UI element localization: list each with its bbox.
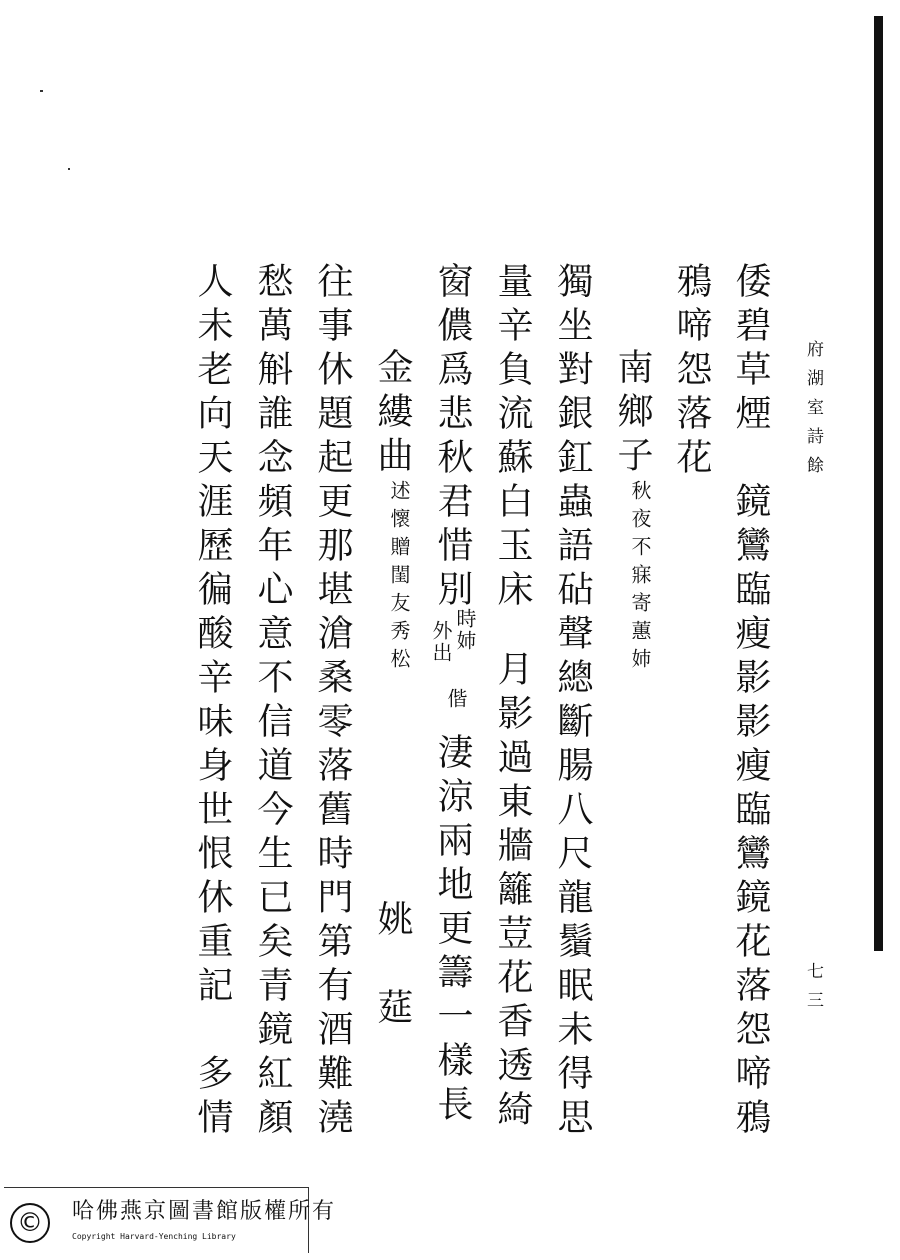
scan-speck <box>40 90 43 92</box>
page-edge-rule <box>874 16 883 951</box>
copyright-text-chinese: 哈佛燕京圖書館版權所有 <box>72 1199 337 1224</box>
text-column-2: 鴉啼怨落花 <box>671 262 712 482</box>
ci-preface-note-2: 述懷贈閨友秀松 <box>387 480 411 676</box>
folio-page-number: 七三 <box>803 962 823 1020</box>
text-column-10: 人未老向天涯歷徧酸辛味身世恨休重記 多情 <box>192 262 233 1142</box>
copyright-symbol: © <box>10 1203 50 1243</box>
interlinear-note-c: 偕 <box>444 688 468 716</box>
text-column-8: 往事休題起更那堪滄桑零落舊時門第有酒難澆 <box>312 262 353 1142</box>
running-head-book-title: 府湖室詩餘 <box>803 340 823 485</box>
text-column-6b: 淒涼兩地更籌一樣長 <box>432 733 473 1129</box>
interlinear-note-b: 外出 <box>429 620 453 664</box>
copyright-text-english: Copyright Harvard-Yenching Library <box>72 1232 236 1241</box>
text-column-6a: 窗儂爲悲秋君惜別 <box>432 262 473 614</box>
text-column-1: 倭碧草煙 鏡鸞臨瘦影影瘦臨鸞鏡花落怨啼鴉 <box>730 262 771 1142</box>
text-column-5a: 量辛負流蘇白玉床 <box>492 262 533 614</box>
scan-speck <box>68 168 70 170</box>
text-column-4: 獨坐對銀釭蟲語砧聲總斷腸八尺龍鬚眠未得思 <box>552 262 593 1142</box>
ci-title-nanxiangzi: 南鄉子 <box>612 348 653 480</box>
interlinear-note-a: 時姉 <box>453 608 477 652</box>
text-column-5b: 月影過東牆籬荳花香透綺 <box>492 650 533 1134</box>
author-name: 姚 莚 <box>372 900 413 1032</box>
ci-preface-note: 秋夜不寐寄蕙姉 <box>628 480 652 676</box>
ci-title-jinlvqu: 金縷曲 <box>372 348 413 480</box>
text-column-9: 愁萬斛誰念頻年心意不信道今生已矣青鏡紅顏 <box>252 262 293 1142</box>
